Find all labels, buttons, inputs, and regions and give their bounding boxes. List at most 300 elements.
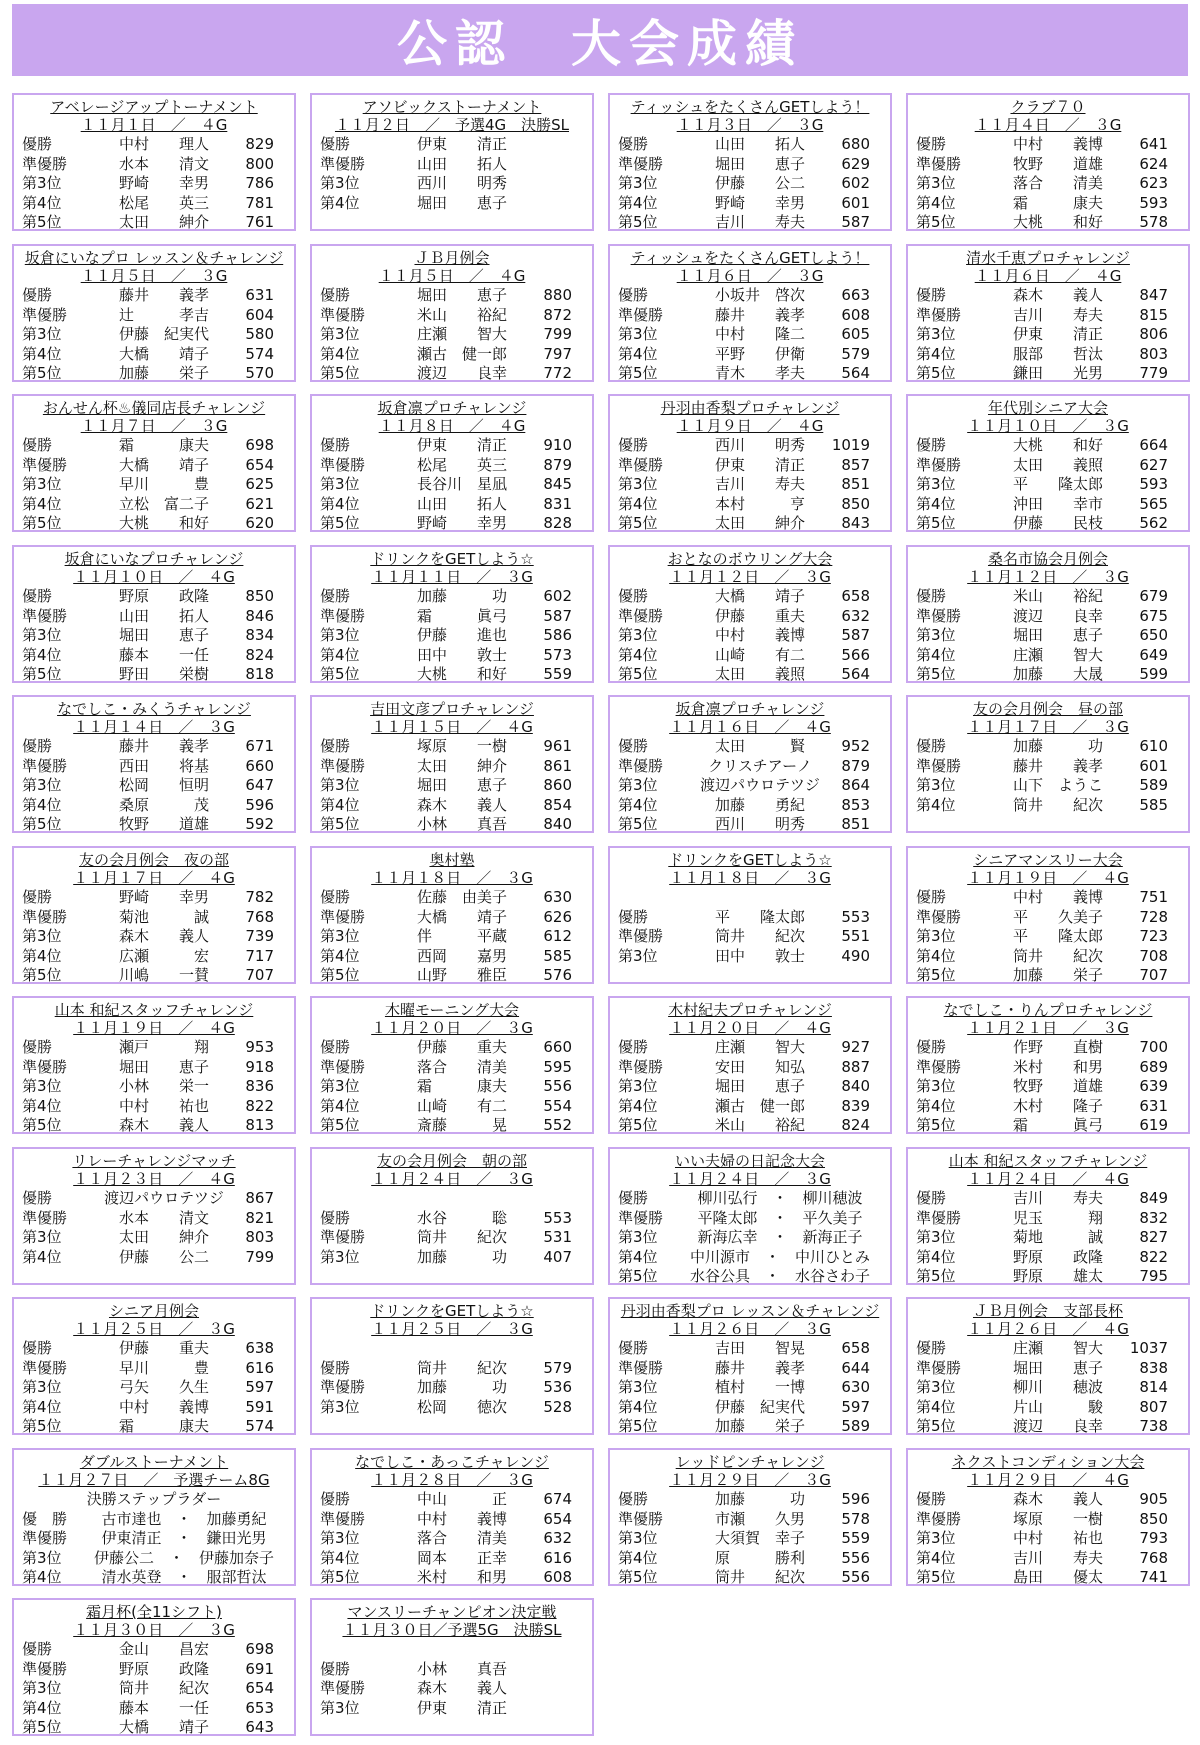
result-score: 671 xyxy=(245,737,274,755)
result-name: 水谷 聡 xyxy=(416,1208,507,1227)
result-row xyxy=(908,1209,1188,1229)
result-row xyxy=(312,1529,592,1549)
results-list xyxy=(14,1038,294,1134)
tournament-title: アソビックストーナメント xyxy=(362,98,542,116)
result-row xyxy=(908,1398,1188,1418)
tournament-date-format: １１月４日 ／ ３G xyxy=(974,116,1122,134)
result-rank: 第5位 xyxy=(320,665,360,683)
result-rank: 第4位 xyxy=(22,344,62,363)
result-rank: 第4位 xyxy=(22,1568,62,1586)
tournament-date-format: １１月２９日 ／ ３G xyxy=(669,1471,831,1489)
result-name: 筒井 紀次 xyxy=(118,1679,209,1697)
result-rank: 第4位 xyxy=(618,1397,658,1416)
result-rank: 準優勝 xyxy=(22,1057,68,1076)
result-row xyxy=(14,1359,294,1379)
tournament-title: アベレージアップトーナメント xyxy=(50,98,258,116)
results-list xyxy=(312,1660,592,1719)
result-name: 市瀬 久男 xyxy=(714,1509,805,1528)
result-row xyxy=(908,888,1188,908)
result-row xyxy=(312,194,592,214)
result-score: 556 xyxy=(543,1077,572,1095)
result-row xyxy=(610,345,890,365)
result-score: 707 xyxy=(245,966,274,984)
result-row xyxy=(312,1077,592,1097)
result-score: 879 xyxy=(841,756,870,775)
result-rank: 第3位 xyxy=(22,174,62,192)
result-score: 658 xyxy=(841,587,870,605)
result-name: 植村 一博 xyxy=(714,1378,805,1396)
result-rank: 準優勝 xyxy=(320,907,366,926)
result-score: 815 xyxy=(1139,305,1168,324)
result-row xyxy=(312,1679,592,1699)
result-row xyxy=(312,456,592,476)
result-score: 601 xyxy=(841,193,870,212)
result-score: 717 xyxy=(245,946,274,965)
result-score: 638 xyxy=(245,1339,274,1357)
result-name: 渡辺 良幸 xyxy=(416,364,507,382)
result-name: 渡辺パウロテツジ xyxy=(700,776,820,794)
result-rank: 優勝 xyxy=(22,1189,53,1207)
result-rank: 第5位 xyxy=(22,1718,62,1736)
results-list xyxy=(908,1189,1188,1285)
result-score: 596 xyxy=(841,1490,870,1508)
result-row xyxy=(312,1490,592,1510)
result-name: 大橋 靖子 xyxy=(118,344,209,363)
result-row xyxy=(14,1097,294,1117)
result-rank: 第3位 xyxy=(916,174,956,192)
result-row xyxy=(312,626,592,646)
tournament-card xyxy=(608,1448,892,1586)
result-score: 751 xyxy=(1139,888,1168,906)
result-row xyxy=(14,135,294,155)
result-row xyxy=(610,174,890,194)
result-name: 水谷公具 ・ 水谷さわ子 xyxy=(689,1267,870,1285)
result-row xyxy=(14,514,294,532)
result-rank: 優勝 xyxy=(916,587,947,605)
tournament-card xyxy=(906,996,1190,1134)
result-rank: 優勝 xyxy=(618,286,649,304)
result-row xyxy=(908,456,1188,476)
result-name: 藤本 一任 xyxy=(118,645,209,664)
tournament-title: マンスリーチャンピオン決定戦 xyxy=(347,1603,557,1621)
tournament-date-format: １１月２０日 ／ ３G xyxy=(371,1019,533,1037)
result-row xyxy=(14,646,294,666)
result-rank: 第3位 xyxy=(22,626,62,644)
result-name: 加藤 大晟 xyxy=(1012,665,1103,683)
result-name: 太田 紳介 xyxy=(118,1228,209,1246)
result-rank: 第3位 xyxy=(320,174,360,192)
tournament-date-format: １１月１０日 ／ ３G xyxy=(967,417,1129,435)
result-score: 927 xyxy=(841,1038,870,1056)
tournament-date-format: １１月１２日 ／ ３G xyxy=(967,568,1129,586)
result-name: 山下 ようこ xyxy=(1012,776,1103,794)
result-rank: 優勝 xyxy=(22,135,53,153)
result-rank: 第3位 xyxy=(22,325,62,343)
result-rank: 優 勝 xyxy=(22,1509,68,1528)
result-rank: 優勝 xyxy=(22,1640,53,1658)
result-row xyxy=(610,1510,890,1530)
result-row xyxy=(610,1529,890,1549)
result-name: 本村 亨 xyxy=(714,494,805,513)
result-rank: 第3位 xyxy=(618,946,658,965)
results-list xyxy=(312,1359,592,1418)
result-score: 768 xyxy=(245,907,274,926)
result-rank: 優勝 xyxy=(618,436,649,454)
result-row xyxy=(14,1189,294,1209)
result-score: 564 xyxy=(841,665,870,683)
page-title: 公認 大会成績 xyxy=(397,15,803,73)
result-row xyxy=(610,1209,890,1229)
result-score: 782 xyxy=(245,888,274,906)
result-score: 587 xyxy=(841,626,870,644)
results-list xyxy=(610,1339,890,1435)
result-name: 早川 豊 xyxy=(118,1358,209,1377)
tournament-title: なでしこ・あっこチャレンジ xyxy=(355,1453,549,1471)
result-name: 島田 優太 xyxy=(1012,1568,1103,1586)
result-score: 658 xyxy=(841,1339,870,1357)
result-score: 691 xyxy=(245,1659,274,1678)
result-name: 吉川 寿夫 xyxy=(1012,1189,1103,1207)
result-score: 573 xyxy=(543,645,572,664)
results-list xyxy=(908,286,1188,382)
results-list xyxy=(610,436,890,532)
result-rank: 準優勝 xyxy=(22,1529,68,1547)
result-score: 905 xyxy=(1139,1490,1168,1508)
result-rank: 第5位 xyxy=(22,1417,62,1435)
result-score: 654 xyxy=(543,1509,572,1528)
result-name: 堀田 恵子 xyxy=(714,1077,805,1095)
result-score: 593 xyxy=(1139,193,1168,212)
result-score: 675 xyxy=(1139,606,1168,625)
tournament-date-format: １１月１９日 ／ ４G xyxy=(73,1019,235,1037)
tournament-title: 年代別シニア大会 xyxy=(987,399,1108,417)
result-rank: 第4位 xyxy=(916,1247,956,1266)
result-row xyxy=(610,1038,890,1058)
result-rank: 準優勝 xyxy=(320,305,366,324)
result-name: 大橋 靖子 xyxy=(714,587,805,605)
result-name: 岡本 正幸 xyxy=(416,1548,507,1567)
results-list xyxy=(14,1339,294,1435)
result-name: 大桃 和好 xyxy=(1012,213,1103,231)
result-row xyxy=(908,345,1188,365)
result-score: 689 xyxy=(1139,1057,1168,1076)
result-row xyxy=(14,436,294,456)
result-name: 霜 眞弓 xyxy=(1012,1116,1103,1134)
result-rank: 準優勝 xyxy=(916,1208,962,1227)
tournament-title: 木曜モーニング大会 xyxy=(384,1001,520,1019)
result-score: 850 xyxy=(841,494,870,513)
result-row xyxy=(14,306,294,326)
result-name: 中村 義博 xyxy=(1012,135,1103,153)
result-row xyxy=(908,1549,1188,1569)
result-score: 630 xyxy=(543,888,572,906)
result-name: 中村 義博 xyxy=(416,1509,507,1528)
result-score: 786 xyxy=(245,174,274,192)
tournament-title: ダブルストーナメント xyxy=(79,1453,229,1471)
result-row xyxy=(14,776,294,796)
result-name: 中川源市 ・ 中川ひとみ xyxy=(689,1247,870,1266)
result-row xyxy=(14,966,294,984)
tournament-date-format: １１月１７日 ／ ３G xyxy=(967,718,1129,736)
result-row xyxy=(14,815,294,833)
result-score: 793 xyxy=(1139,1529,1168,1547)
result-rank: 第5位 xyxy=(22,514,62,532)
result-rank: 第4位 xyxy=(618,795,658,814)
result-score: 621 xyxy=(245,494,274,513)
result-rank: 第4位 xyxy=(320,946,360,965)
tournament-date-format: １１月２５日 ／ ３G xyxy=(73,1320,235,1338)
result-score: 799 xyxy=(543,325,572,343)
result-name: 吉川 寿夫 xyxy=(714,475,805,493)
result-rank: 優勝 xyxy=(916,737,947,755)
result-score: 1019 xyxy=(831,436,870,454)
result-name: 森木 義人 xyxy=(118,1116,209,1134)
result-row xyxy=(610,1248,890,1268)
result-rank: 第4位 xyxy=(320,494,360,513)
result-name: 塚原 一樹 xyxy=(1012,1509,1103,1528)
results-list xyxy=(14,1510,294,1587)
tournament-card xyxy=(12,1598,296,1736)
result-rank: 準優勝 xyxy=(916,907,962,926)
tournament-date-format: １１月２４日 ／ ４G xyxy=(967,1170,1129,1188)
result-name: 藤井 義孝 xyxy=(1012,756,1103,775)
result-rank: 第3位 xyxy=(22,475,62,493)
result-name: 太田 紳介 xyxy=(118,213,209,231)
result-row xyxy=(312,587,592,607)
result-row xyxy=(908,213,1188,231)
result-score: 761 xyxy=(245,213,274,231)
tournament-card xyxy=(906,1297,1190,1435)
result-rank: 第4位 xyxy=(320,1548,360,1567)
tournament-card xyxy=(310,996,594,1134)
result-name: 原 勝利 xyxy=(714,1548,805,1567)
result-name: 小林 栄一 xyxy=(118,1077,209,1095)
result-row xyxy=(14,286,294,306)
result-row xyxy=(610,1359,890,1379)
result-name: 服部 哲汰 xyxy=(1012,344,1103,363)
result-row xyxy=(312,475,592,495)
result-name: 伊東 清正 xyxy=(1012,325,1103,343)
result-row xyxy=(908,286,1188,306)
result-rank: 第5位 xyxy=(320,1568,360,1586)
results-list xyxy=(14,888,294,984)
result-row xyxy=(610,1097,890,1117)
result-row xyxy=(610,665,890,683)
result-name: 平 隆太郎 xyxy=(1012,475,1103,493)
result-name: 水本 清文 xyxy=(118,154,209,173)
result-rank: 優勝 xyxy=(618,1339,649,1357)
result-rank: 第3位 xyxy=(916,1228,956,1246)
result-rank: 第5位 xyxy=(22,1116,62,1134)
result-row xyxy=(610,495,890,515)
result-rank: 第3位 xyxy=(320,1698,360,1717)
result-name: 加藤 栄子 xyxy=(714,1417,805,1435)
result-score: 596 xyxy=(245,795,274,814)
result-score: 587 xyxy=(841,213,870,231)
result-score: 654 xyxy=(245,455,274,474)
result-row xyxy=(14,1339,294,1359)
result-name: 米村 和男 xyxy=(1012,1057,1103,1076)
result-row xyxy=(908,475,1188,495)
result-name: 山田 拓人 xyxy=(416,154,507,173)
result-score: 644 xyxy=(841,1358,870,1377)
result-row xyxy=(908,776,1188,796)
result-row xyxy=(610,1568,890,1586)
result-row xyxy=(312,1228,592,1248)
result-row xyxy=(908,1116,1188,1134)
result-name: 藤井 義孝 xyxy=(714,305,805,324)
result-rank: 第5位 xyxy=(916,1417,956,1435)
result-rank: 第3位 xyxy=(618,1378,658,1396)
result-score: 643 xyxy=(245,1718,274,1736)
result-name: 伊藤 重夫 xyxy=(416,1038,507,1056)
tournament-card xyxy=(608,1297,892,1435)
result-rank: 第5位 xyxy=(916,213,956,231)
result-rank: 第4位 xyxy=(320,1096,360,1115)
result-name: 藤井 義孝 xyxy=(118,737,209,755)
result-name: 松岡 徳次 xyxy=(416,1397,507,1416)
result-row xyxy=(312,1209,592,1229)
tournament-date-format: １１月１８日 ／ ３G xyxy=(669,869,831,887)
result-row xyxy=(14,155,294,175)
result-name: 牧野 道雄 xyxy=(1012,154,1103,173)
result-score: 781 xyxy=(245,193,274,212)
result-row xyxy=(610,796,890,816)
result-score: 953 xyxy=(245,1038,274,1056)
result-score: 490 xyxy=(841,946,870,965)
result-rank: 第4位 xyxy=(916,1548,956,1567)
result-rank: 第5位 xyxy=(916,1116,956,1134)
result-score: 836 xyxy=(245,1077,274,1095)
results-list xyxy=(312,888,592,984)
result-rank: 準優勝 xyxy=(916,756,962,775)
result-name: 平野 伊衛 xyxy=(714,344,805,363)
tournament-title: レッドピンチャレンジ xyxy=(675,1453,825,1471)
tournament-title: 霜月杯(全11シフト) xyxy=(86,1603,222,1621)
result-score: 707 xyxy=(1139,966,1168,984)
result-rank: 第4位 xyxy=(22,1397,62,1416)
result-row xyxy=(610,436,890,456)
result-score: 849 xyxy=(1139,1189,1168,1207)
tournament-card xyxy=(12,996,296,1134)
result-score: 824 xyxy=(245,645,274,664)
result-name: 西岡 嘉男 xyxy=(416,946,507,965)
result-rank: 第3位 xyxy=(916,475,956,493)
result-name: 堀田 恵子 xyxy=(416,286,507,304)
result-rank: 第3位 xyxy=(320,776,360,794)
result-score: 879 xyxy=(543,455,572,474)
result-row xyxy=(908,495,1188,515)
result-rank: 優勝 xyxy=(618,907,649,926)
result-row xyxy=(610,194,890,214)
result-name: 太田 賢 xyxy=(714,737,805,755)
tournament-title: 木村紀夫プロチャレンジ xyxy=(668,1001,832,1019)
tournament-card xyxy=(310,695,594,833)
result-rank: 準優勝 xyxy=(618,455,664,474)
result-row xyxy=(14,1718,294,1736)
results-list xyxy=(908,1490,1188,1586)
result-score: 818 xyxy=(245,665,274,683)
result-score: 407 xyxy=(543,1247,572,1266)
result-rank: 準優勝 xyxy=(320,1679,366,1697)
result-name: 堀田 恵子 xyxy=(1012,626,1103,644)
tournament-card xyxy=(906,93,1190,231)
result-rank: 第4位 xyxy=(320,344,360,363)
result-rank: 第4位 xyxy=(22,645,62,664)
result-rank: 第3位 xyxy=(22,1077,62,1095)
result-score: 850 xyxy=(245,587,274,605)
results-list xyxy=(14,286,294,382)
result-rank: 第5位 xyxy=(618,213,658,231)
result-name: 伴 平蔵 xyxy=(416,927,507,945)
tournament-title: ＪＢ月例会 xyxy=(414,249,490,267)
result-rank: 優勝 xyxy=(618,1490,649,1508)
result-score: 797 xyxy=(543,344,572,363)
result-row xyxy=(610,514,890,532)
tournament-title: 山本 和紀スタッフチャレンジ xyxy=(948,1152,1148,1170)
result-name: 長谷川 星凪 xyxy=(416,475,507,493)
result-rank: 第3位 xyxy=(618,776,658,794)
result-score: 814 xyxy=(1139,1378,1168,1396)
result-row xyxy=(908,1228,1188,1248)
result-row xyxy=(14,1116,294,1134)
result-rank: 優勝 xyxy=(618,1038,649,1056)
tournament-date-format: １１月１６日 ／ ４G xyxy=(669,718,831,736)
result-name: 小林 真吾 xyxy=(416,815,507,833)
tournament-card xyxy=(12,1297,296,1435)
result-row xyxy=(312,345,592,365)
result-rank: 第4位 xyxy=(916,494,956,513)
result-rank: 第4位 xyxy=(618,645,658,664)
result-row xyxy=(312,1097,592,1117)
result-score: 552 xyxy=(543,1116,572,1134)
result-rank: 第4位 xyxy=(618,193,658,212)
result-rank: 準優勝 xyxy=(320,1378,366,1396)
result-row xyxy=(312,514,592,532)
result-name: 伊藤 進也 xyxy=(416,626,507,644)
result-row xyxy=(14,1510,294,1530)
result-rank: 第3位 xyxy=(320,927,360,945)
result-rank: 優勝 xyxy=(618,587,649,605)
result-score: 728 xyxy=(1139,907,1168,926)
result-row xyxy=(610,325,890,345)
result-name: 木村 隆子 xyxy=(1012,1096,1103,1115)
results-list xyxy=(610,908,890,967)
tournament-date-format: １１月１０日 ／ ４G xyxy=(73,568,235,586)
result-name: 田中 敦士 xyxy=(416,645,507,664)
result-row xyxy=(908,364,1188,382)
result-score: 853 xyxy=(841,795,870,814)
result-row xyxy=(14,665,294,683)
result-rank: 準優勝 xyxy=(618,606,664,625)
result-name: 大橋 靖子 xyxy=(416,907,507,926)
result-name: 加藤 勇紀 xyxy=(714,795,805,814)
tournament-card xyxy=(906,394,1190,532)
results-list xyxy=(312,436,592,532)
result-name: 野崎 幸男 xyxy=(714,193,805,212)
tournament-date-format: １１月８日 ／ ４G xyxy=(378,417,526,435)
result-row xyxy=(312,364,592,382)
result-name: 野崎 幸男 xyxy=(416,514,507,532)
tournament-date-format: １１月６日 ／ ３G xyxy=(676,267,824,285)
result-row xyxy=(908,1267,1188,1285)
result-rank: 第3位 xyxy=(916,626,956,644)
result-rank: 第4位 xyxy=(618,1247,658,1266)
result-score: 578 xyxy=(841,1509,870,1528)
tournament-card xyxy=(608,846,892,984)
result-rank: 第4位 xyxy=(22,494,62,513)
result-rank: 第5位 xyxy=(916,966,956,984)
